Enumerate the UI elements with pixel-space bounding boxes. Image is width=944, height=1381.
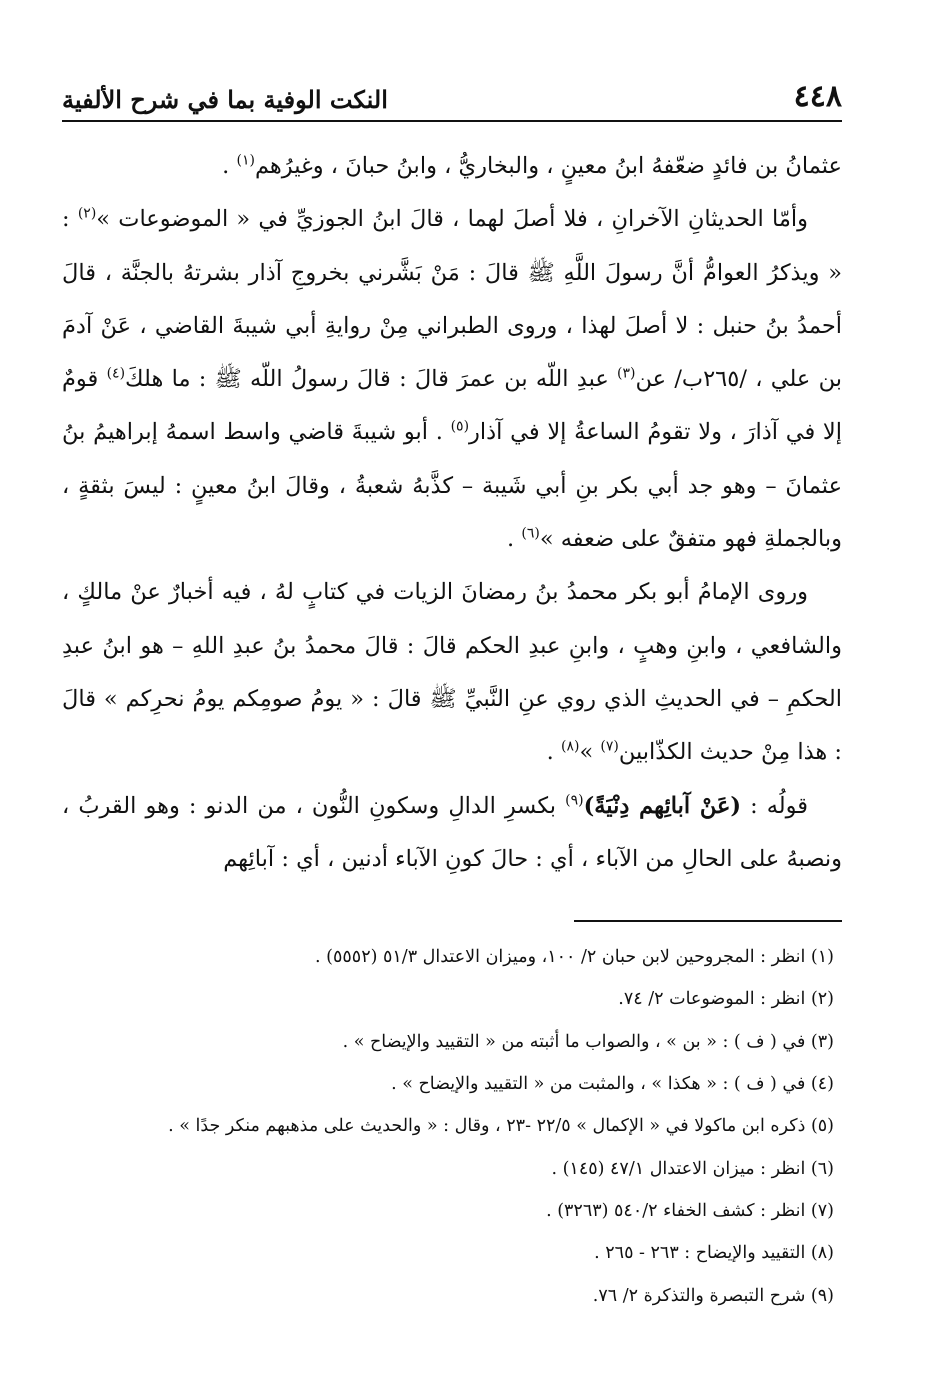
text-run: .	[546, 739, 561, 766]
page-number: ٤٤٨	[793, 79, 842, 114]
footnote-ref: (٤)	[106, 365, 126, 382]
footnote: (١) انظر : المجروحين لابن حبان ٢/ ١٠٠، وميزان الاعتدال ٥١/٣ (٥٥٥٢) .	[315, 947, 834, 968]
footnote-ref: (٦)	[521, 525, 540, 542]
page-header	[62, 62, 842, 122]
footnote: (٤) في ( ف ) : « هكذا » ، والمثبت من « التقييد والإيضاح » .	[391, 1074, 834, 1095]
text-run: .	[507, 526, 522, 553]
running-title: النكت الوفية بما في شرح الألفية	[62, 85, 388, 114]
text-run: : « ويذكرُ العوامُّ أنَّ رسولَ اللَّهِ ﷺ قالَ : مَنْ بَشَّرني بخروجِ آذار بشرتهُ بالجنَّة ، قالَ أحمدُ بنُ حنبل : لا أصلَ لهذا ، وروى الطبراني مِنْ روايةِ أبي شيبةَ القاضي ، عَنْ آدمَ بن علي ، /٢٦٥ب/ عن	[62, 206, 842, 393]
footnote: (٦) انظر : ميزان الاعتدال ٤٧/١ (١٤٥) .	[551, 1158, 834, 1179]
footnote: (٣) في ( ف ) : « بن » ، والصواب ما أثبته من « التقييد والإيضاح » .	[342, 1031, 834, 1052]
paragraph	[62, 193, 842, 566]
footnote-ref: (٧)	[600, 738, 619, 755]
paragraph	[62, 566, 842, 779]
text-run: .	[222, 153, 237, 179]
footnote: (٨) التقييد والإيضاح : ٢٦٣ - ٢٦٥ .	[594, 1243, 834, 1264]
main-text	[62, 140, 842, 886]
text-run: عبدِ اللّه بن عمرَ قالَ : قالَ رسولُ اللّه ﷺ : ما هلكَ	[125, 366, 618, 393]
footnote-ref: (١)	[236, 152, 255, 169]
footnote-ref: (٢)	[77, 205, 97, 222]
text-run: . أبو شيبةَ قاضي واسط اسمهُ إبراهيمُ بنُ عثمانَ – وهو جد أبي بكر بنِ أبي شَيبة – كذَّبهُ شعبةُ ، وقالَ ابنُ معينٍ : ليسَ بثقةٍ ، وبالجملةِ فهو متفقٌ على ضعفه »	[62, 419, 842, 553]
footnote-ref: (٣)	[617, 365, 636, 382]
text-run: وأمّا الحديثانِ الآخرانِ ، فلا أصلَ لهما ، قالَ ابنُ الجوزيِّ في « الموضوعات »	[96, 206, 808, 233]
paragraph	[62, 140, 842, 193]
footnote: (٢) انظر : الموضوعات ٢/ ٧٤.	[618, 989, 834, 1010]
footnote-divider	[574, 920, 842, 922]
book-page	[62, 62, 842, 1317]
footnote-ref: (٥)	[450, 418, 470, 435]
footnote: (٧) انظر : كشف الخفاء ٥٤٠/٢ (٣٢٦٣) .	[546, 1200, 834, 1221]
text-run: وروى الإمامُ أبو بكر محمدُ بنُ رمضانَ الزيات في كتابٍ لهُ ، فيه أخبارٌ عنْ مالكٍ ، والشافعي ، وابنِ وهبٍ ، وابنِ عبدِ الحكم قالَ : قالَ محمدُ بنُ عبدِ اللهِ – هو ابنُ عبدِ الحكمِ – في الحديثِ الذي روي عنِ النَّبيِّ ﷺ قالَ : « يومُ صومِكم يومُ نحرِكم » قالَ : هذا مِنْ حديث الكذّابين	[62, 579, 842, 766]
text-run: عثمانُ بن فائدٍ ضعّفهُ ابنُ معينٍ ، والبخاريُّ ، وابنُ حبانَ ، وغيرُهم	[254, 153, 842, 179]
paragraph	[62, 780, 842, 887]
footnote-ref: (٨)	[560, 738, 580, 755]
text-run: »	[579, 739, 601, 766]
text-run: قومٌ إلا في آذارَ ، ولا تقومُ الساعةُ إلا في آذار	[62, 366, 843, 446]
footnote: (٥) ذكره ابن ماكولا في « الإكمال » ٢٢/٥ -٢٣ ، وقال : « والحديث على مذهبهم منكر جدًا » .	[168, 1116, 834, 1137]
footnote: (٩) شرح التبصرة والتذكرة ٢/ ٧٦.	[592, 1285, 834, 1306]
text-run: بكسرِ الدالِ وسكونِ النُّون ، من الدنو : وهو القربُ ، ونصبهُ على الحالِ من الآباء ، أي : حالَ كونِ الآباء أدنين ، أي : آبائِهم	[62, 792, 842, 872]
quoted-matn: (عَنْ آبائِهم دِنْيَةً)	[583, 792, 742, 819]
text-run: قولُه :	[741, 792, 808, 819]
footnotes	[62, 936, 842, 1317]
footnote-ref: (٩)	[565, 792, 584, 809]
